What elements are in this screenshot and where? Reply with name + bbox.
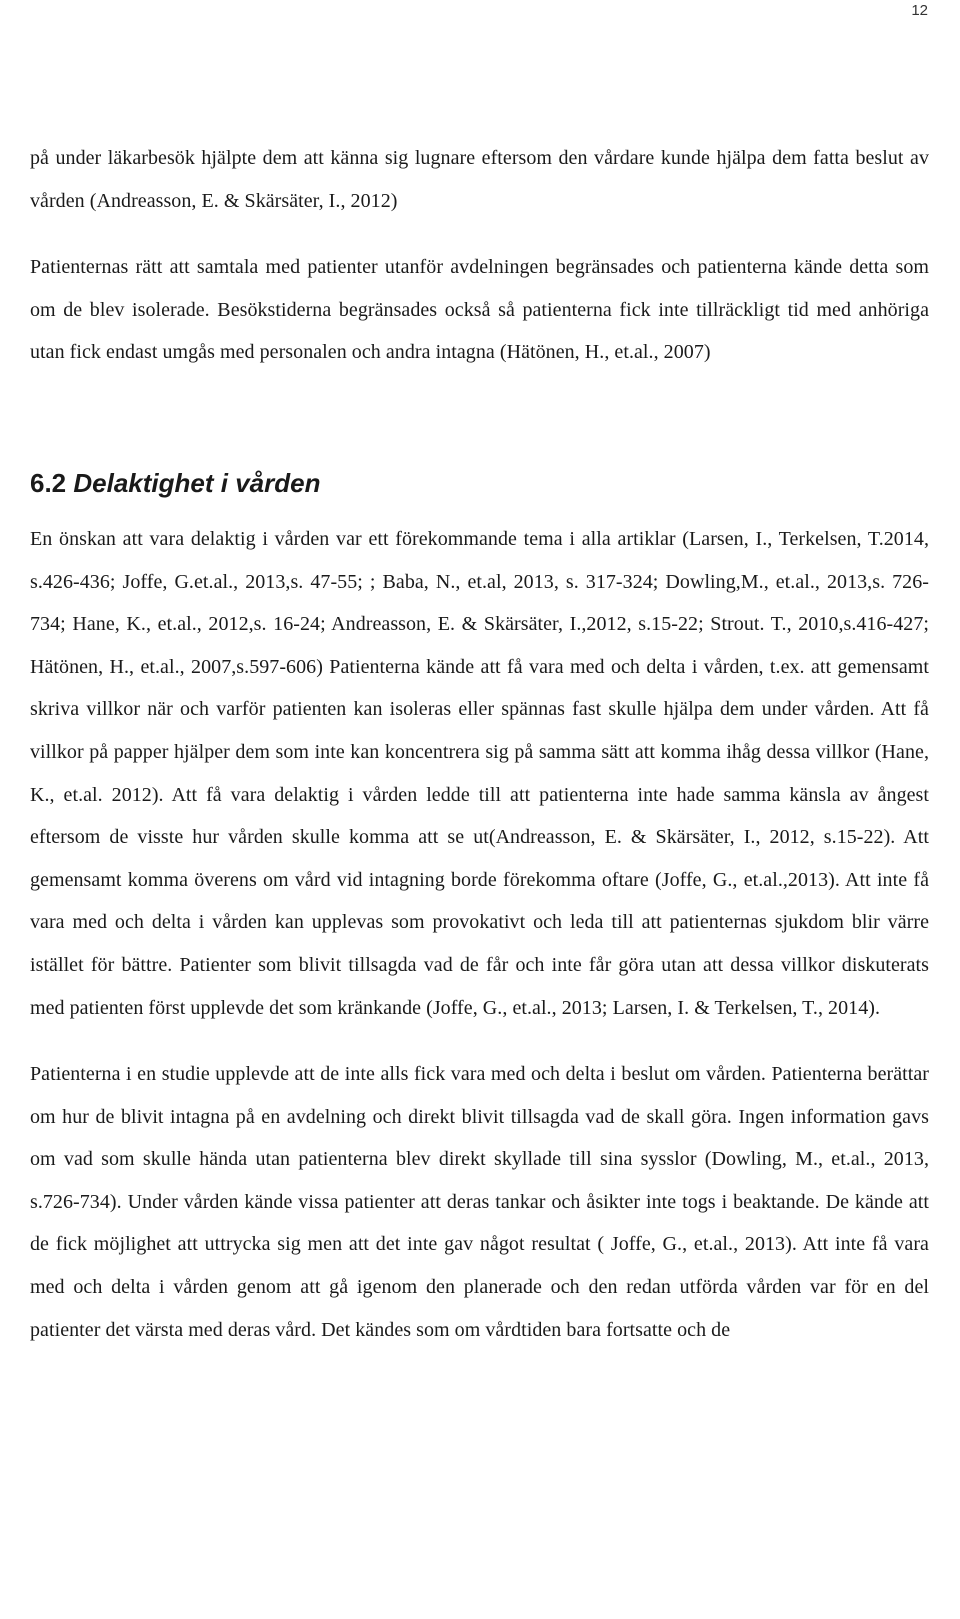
paragraph-study: Patienterna i en studie upplevde att de inte alls fick vara med och delta i beslut om vården. Patienterna berättar om hur de blivit intagna på en avdelning och direkt blivit tillsagda vad de skall göra. Ingen information gavs om vad som skulle hända utan patienterna blev direkt skyllade till sina sysslor (Dowling, M., et.al., 2013, s.726-734). Under vården kände vissa patienter att deras tankar och åsikter inte togs i beaktande. De kände att de fick möjlighet att uttrycka sig men att det inte gav något resultat ( Joffe, G., et.al., 2013). Att inte få vara med och delta i vården genom att gå igenom den planerade och den redan utförda vården var för en del patienter det värsta med deras vård. Det kändes som om vårdtiden bara fortsatte och de [30, 1063, 929, 1341]
paragraph-spacer [30, 1029, 929, 1053]
section-title: Delaktighet i vården [73, 467, 321, 498]
paragraph-isolation: Patienternas rätt att samtala med patienter utanför avdelningen begränsades och patienterna kände detta som om de blev isolerade. Besökstiderna begränsades också så patienterna fick inte tillräckligt tid med anhöriga utan fick endast umgås med personalen och andra intagna (Hätönen, H., et.al., 2007) [30, 256, 929, 364]
document-body [30, 137, 929, 1351]
section-heading [30, 466, 929, 500]
section-number: 6.2 [30, 467, 67, 498]
paragraph-spacer [30, 222, 929, 246]
paragraph-participation: En önskan att vara delaktig i vården var ett förekommande tema i alla artiklar (Larsen, I., Terkelsen, T.2014, s.426-436; Joffe, G.et.al., 2013,s. 47-55; ; Baba, N., et.al, 2013, s. 317-324; Dowling,M., et.al., 2013,s. 726-734; Hane, K., et.al., 2012,s. 16-24; Andreasson, E. & Skärsäter, I.,2012, s.15-22; Strout. T., 2010,s.416-427; Hätönen, H., et.al., 2007,s.597-606) Patienterna kände att få vara med och delta i vården, t.ex. att gemensamt skriva villkor när och varför patienten kan isoleras eller spännas fast skulle hjälpa dem under vården. Att få villkor på papper hjälper dem som inte kan koncentrera sig på samma sätt att komma ihåg dessa villkor (Hane, K., et.al. 2012). Att få vara delaktig i vården ledde till att patienterna inte hade samma känsla av ångest eftersom de visste hur vården skulle komma att se ut(Andreasson, E. & Skärsäter, I., 2012, s.15-22). Att gemensamt komma överens om vård vid intagning borde förekomma oftare (Joffe, G., et.al.,2013). Att inte få vara med och delta i vården kan upplevas som provokativt och leda till att patienternas sjukdom blir värre istället för bättre. Patienter som blivit tillsagda vad de får och inte får göra utan att dessa villkor diskuterats med patienten först upplevde det som kränkande (Joffe, G., et.al., 2013; Larsen, I. & Terkelsen, T., 2014). [30, 527, 929, 1019]
paragraph-continued: på under läkarbesök hjälpte dem att känna sig lugnare eftersom den vårdare kunde hjälpa dem fatta beslut av vården (Andreasson, E. & Skärsäter, I., 2012) [30, 147, 929, 212]
page-number: 12 [911, 2, 928, 19]
section-spacer [30, 374, 929, 466]
heading-spacer [30, 500, 929, 518]
